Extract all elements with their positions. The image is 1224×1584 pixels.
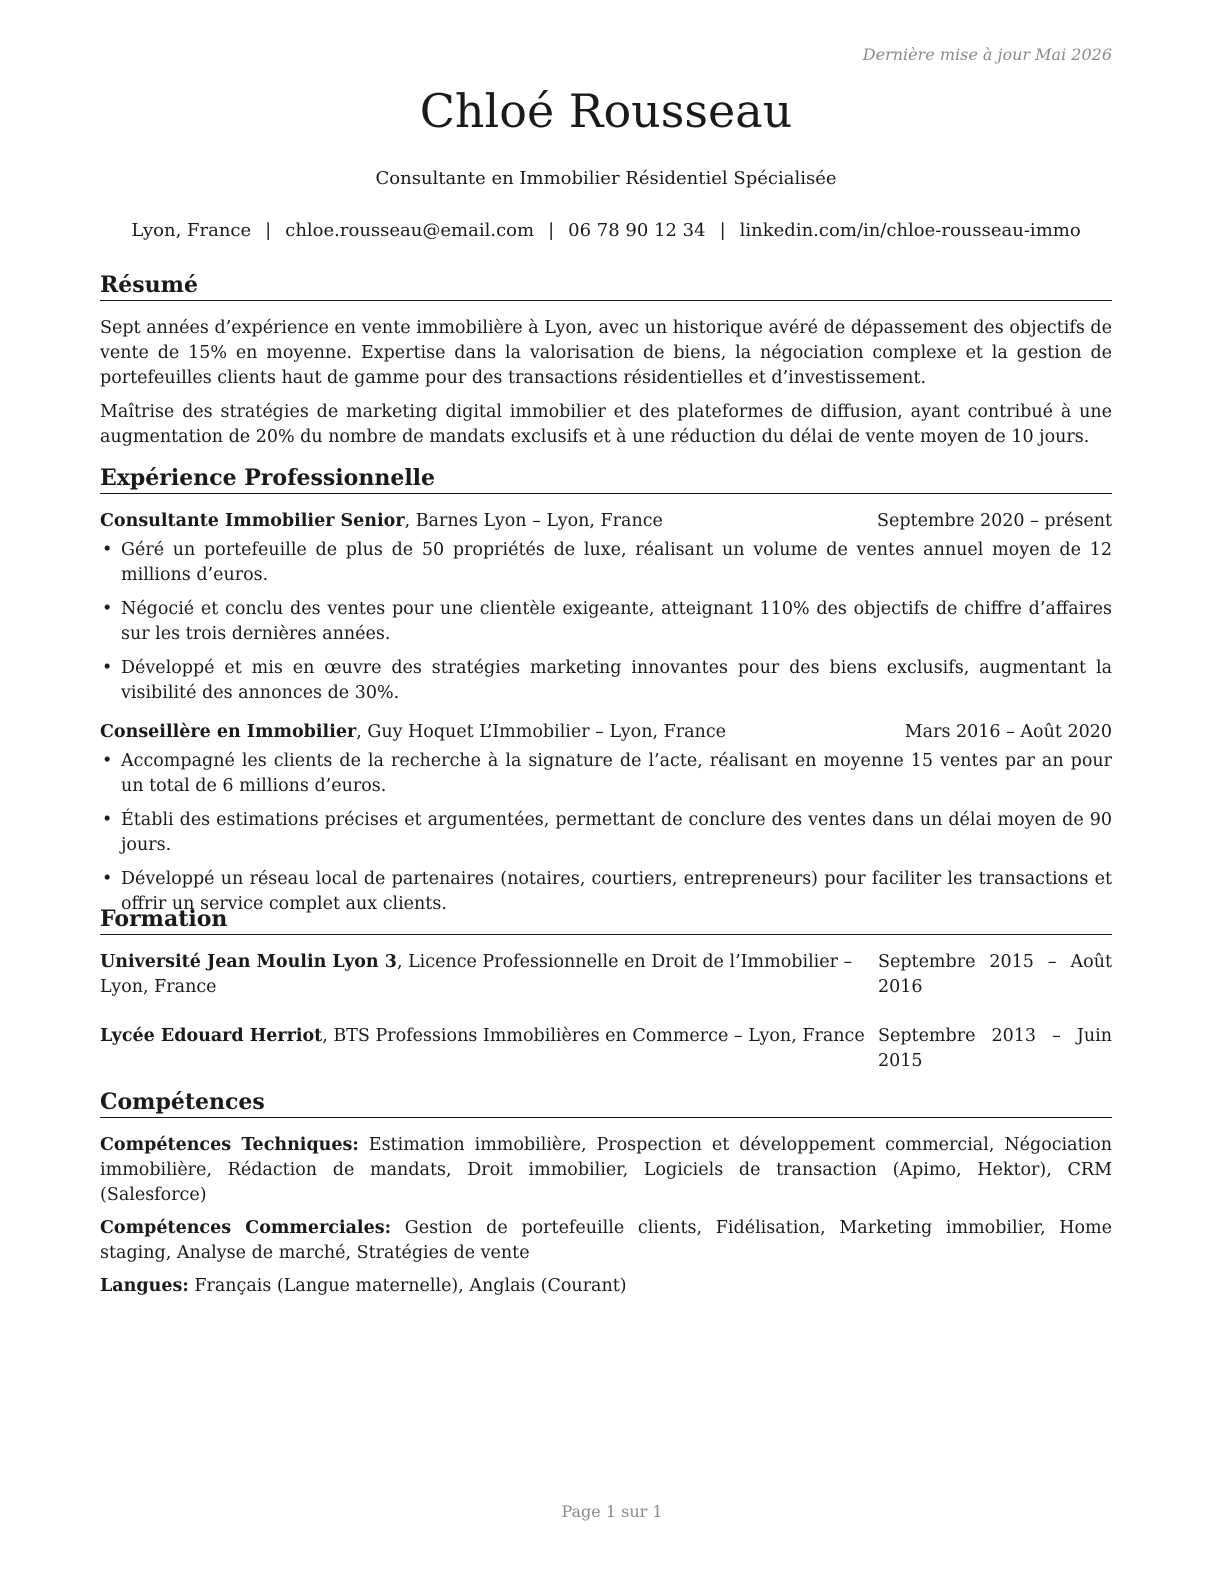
job-header bbox=[100, 720, 1112, 745]
job-entry bbox=[100, 509, 1112, 706]
summary-paragraph: Maîtrise des stratégies de marketing digital immobilier et des plateformes de diffusion, ayant contribué à une augmentation de 20% du nombre de mandats exclusifs et à une réduction du délai de vente moyen de 10 jours. bbox=[100, 402, 1112, 447]
contact-email[interactable]: chloe.rousseau@email.com bbox=[285, 220, 535, 241]
list-item bbox=[100, 749, 1112, 799]
education-dates: Septembre 2015 – Août 2016 bbox=[878, 952, 1112, 997]
skill-text: Français (Langue maternelle), Anglais (Courant) bbox=[188, 1276, 627, 1296]
bullet-icon: • bbox=[102, 658, 113, 678]
list-item bbox=[100, 597, 1112, 647]
candidate-name: Chloé Rousseau bbox=[419, 84, 793, 138]
bullet-icon: • bbox=[102, 810, 113, 830]
contact-location: Lyon, France bbox=[131, 220, 252, 241]
bullet-icon: • bbox=[102, 599, 113, 619]
education-dates: Septembre 2013 – Juin 2015 bbox=[878, 1026, 1112, 1071]
degree-detail: , BTS Professions Immobilières en Commerce – Lyon, France bbox=[322, 1026, 865, 1046]
summary-paragraph: Sept années d’expérience en vente immobilière à Lyon, avec un historique avéré de dépassement des objectifs de vente de 15% en moyenne. Expertise dans la valorisation de biens, la négociation complexe et la gestion de portefeuilles clients haut de gamme pour des transactions résidentielles et d’investissement. bbox=[100, 318, 1112, 388]
contact-line bbox=[100, 220, 1112, 241]
school-name: Université Jean Moulin Lyon 3 bbox=[100, 952, 397, 972]
job-title: Consultante en Immobilier Résidentiel Spécialisée bbox=[375, 168, 837, 189]
education-entry bbox=[100, 950, 1112, 1000]
section-title-skills: Compétences bbox=[100, 1088, 1112, 1118]
job-company: , Barnes Lyon – Lyon, France bbox=[404, 511, 663, 531]
skill-text: Estimation immobilière, Prospection et développement commercial, Négociation immobilière, Rédaction de mandats, Droit immobilier, Logiciels de transaction (Apimo, Hektor), CRM (Salesforce) bbox=[100, 1135, 1113, 1205]
contact-phone: 06 78 90 12 34 bbox=[568, 220, 706, 241]
bullet-text: Établi des estimations précises et argumentées, permettant de conclure des ventes dans un délai moyen de 90 jours. bbox=[121, 810, 1112, 855]
list-item bbox=[100, 808, 1112, 858]
job-company: , Guy Hoquet L’Immobilier – Lyon, France bbox=[356, 722, 726, 742]
contact-separator: | bbox=[719, 220, 726, 241]
contact-separator: | bbox=[265, 220, 272, 241]
skill-label: Compétences Techniques: bbox=[100, 1135, 359, 1155]
bullet-text: Développé un réseau local de partenaires (notaires, courtiers, entrepreneurs) pour faciliter les transactions et offrir un service complet aux clients. bbox=[121, 869, 1112, 914]
skill-line bbox=[100, 1274, 1112, 1299]
job-dates: Mars 2016 – Août 2020 bbox=[904, 722, 1112, 742]
bullet-icon: • bbox=[102, 869, 113, 889]
skill-line bbox=[100, 1133, 1112, 1208]
bullet-icon: • bbox=[102, 540, 113, 560]
last-updated: Dernière mise à jour Mai 2026 bbox=[862, 45, 1112, 64]
education-section bbox=[100, 905, 1112, 1074]
education-entry bbox=[100, 1024, 1112, 1074]
skill-label: Compétences Commerciales: bbox=[100, 1218, 392, 1238]
job-entry bbox=[100, 720, 1112, 917]
page-number: Page 1 sur 1 bbox=[561, 1502, 663, 1521]
job-role: Consultante Immobilier Senior bbox=[100, 511, 405, 531]
job-dates: Septembre 2020 – présent bbox=[877, 511, 1112, 531]
section-title-experience: Expérience Professionnelle bbox=[100, 464, 1112, 494]
experience-section bbox=[100, 464, 1112, 926]
contact-separator: | bbox=[548, 220, 555, 241]
list-item bbox=[100, 538, 1112, 588]
school-name: Lycée Edouard Herriot bbox=[100, 1026, 323, 1046]
skill-text: Gestion de portefeuille clients, Fidélisation, Marketing immobilier, Home staging, Analyse de marché, Stratégies de vente bbox=[100, 1218, 1112, 1263]
bullet-text: Géré un portefeuille de plus de 50 propriétés de luxe, réalisant un volume de ventes annuel moyen de 12 millions d’euros. bbox=[121, 540, 1112, 585]
bullet-text: Négocié et conclu des ventes pour une clientèle exigeante, atteignant 110% des objectifs de chiffre d’affaires sur les trois dernières années. bbox=[121, 599, 1112, 644]
section-title-summary: Résumé bbox=[100, 271, 1112, 301]
bullet-icon: • bbox=[102, 751, 113, 771]
bullet-text: Développé et mis en œuvre des stratégies marketing innovantes pour des biens exclusifs, augmentant la visibilité des annonces de 30%. bbox=[121, 658, 1112, 703]
skill-line bbox=[100, 1216, 1112, 1266]
skill-label: Langues: bbox=[100, 1276, 189, 1296]
skills-section bbox=[100, 1088, 1112, 1307]
bullet-text: Accompagné les clients de la recherche à la signature de l’acte, réalisant en moyenne 15 ventes par an pour un total de 6 millions d’euros. bbox=[121, 751, 1112, 796]
summary-section bbox=[100, 271, 1112, 450]
degree-detail: , Licence Professionnelle en Droit de l’Immobilier – Lyon, France bbox=[100, 952, 853, 997]
section-title-education: Formation bbox=[100, 905, 1112, 935]
contact-linkedin[interactable]: linkedin.com/in/chloe-rousseau-immo bbox=[739, 220, 1081, 241]
list-item bbox=[100, 656, 1112, 706]
job-header bbox=[100, 509, 1112, 534]
job-role: Conseillère en Immobilier bbox=[100, 722, 357, 742]
